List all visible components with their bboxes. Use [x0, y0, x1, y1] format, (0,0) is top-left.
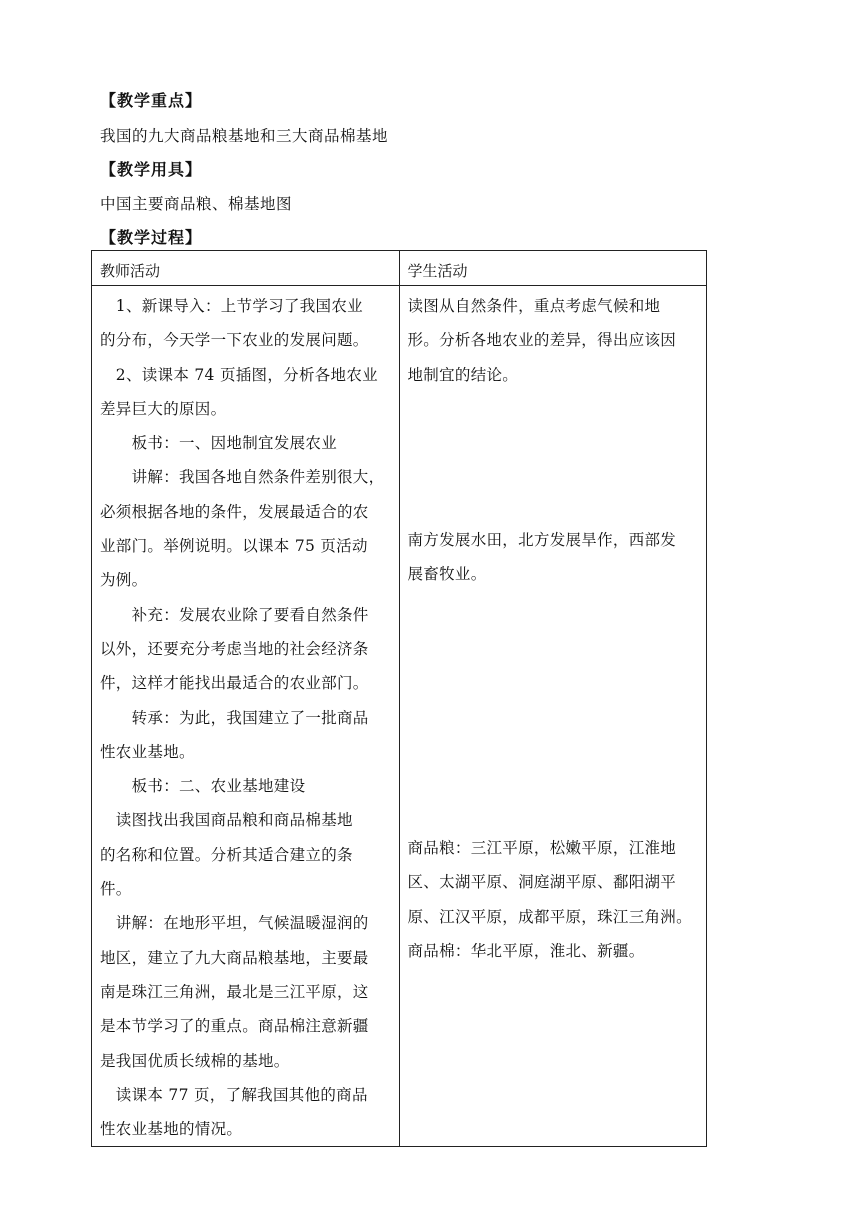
teacher-activity-line: 性农业基地。	[100, 742, 195, 761]
teacher-activity-line: 的分布，今天学一下农业的发展问题。	[100, 331, 369, 350]
student-activity-line: 商品粮：三江平原，松嫩平原，江淮地	[407, 839, 677, 857]
heading-teaching-focus: 【教学重点】	[100, 91, 203, 110]
student-activity-header-label: 学生活动	[407, 262, 468, 280]
student-activity-block	[408, 831, 703, 968]
teacher-activity-line: 讲解：在地形平坦，气候温暖湿润的	[100, 914, 369, 933]
teacher-activity-line: 件。	[100, 880, 132, 899]
teacher-activity-header	[92, 251, 400, 286]
teacher-activity-line: 板书：一、因地制宜发展农业	[100, 434, 338, 453]
teacher-activity-line: 是本节学习了的重点。商品棉注意新疆	[100, 1017, 369, 1036]
student-activity-line: 商品棉：华北平原，淮北、新疆。	[407, 941, 645, 960]
student-activity-cell	[399, 286, 707, 1147]
table-body-row	[92, 286, 707, 1147]
teaching-focus-text: 我国的九大商品粮基地和三大商品棉基地	[100, 127, 389, 145]
student-activity-block	[408, 289, 703, 392]
teacher-activity-line: 1、新课导入：上节学习了我国农业	[100, 297, 363, 315]
teacher-activity-line: 的名称和位置。分析其适合建立的条	[100, 845, 353, 864]
teacher-activity-text	[92, 286, 399, 1146]
table-header-row	[92, 251, 707, 286]
teacher-activity-line: 讲解：我国各地自然条件差别很大，	[100, 468, 385, 487]
teacher-activity-line: 转承：为此，我国建立了一批商品	[100, 708, 369, 727]
teacher-activity-line: 为例。	[100, 571, 148, 590]
student-activity-line: 原、江汉平原，成都平原，珠江三角洲。	[407, 907, 692, 926]
teacher-activity-line: 业部门。举例说明。以课本 75 页活动	[100, 537, 368, 556]
teacher-activity-line: 读图找出我国商品粮和商品棉基地	[100, 811, 353, 830]
teacher-activity-line: 以外，还要充分考虑当地的社会经济条	[100, 639, 369, 658]
lesson-process-table	[91, 250, 707, 1147]
student-activity-line: 形。分析各地农业的差异，得出应该因	[407, 331, 677, 350]
student-activity-text	[400, 286, 707, 1132]
teacher-activity-line: 件，这样才能找出最适合的农业部门。	[100, 674, 369, 693]
teacher-activity-line: 读课本 77 页，了解我国其他的商品	[100, 1085, 368, 1104]
teaching-tools-text: 中国主要商品粮、棉基地图	[100, 195, 293, 213]
heading-teaching-process: 【教学过程】	[100, 228, 203, 247]
heading-teaching-tools: 【教学用具】	[100, 160, 203, 179]
teacher-activity-line: 必须根据各地的条件，发展最适合的农	[100, 502, 369, 521]
teacher-activity-line: 2、读课本 74 页插图，分析各地农业	[100, 365, 378, 384]
student-activity-block	[408, 523, 703, 592]
student-activity-line: 区、太湖平原、洞庭湖平原、鄱阳湖平	[407, 873, 677, 892]
teacher-activity-line: 补充：发展农业除了要看自然条件	[100, 605, 369, 624]
student-activity-line: 南方发展水田，北方发展旱作，西部发	[407, 531, 677, 549]
student-activity-line: 读图从自然条件，重点考虑气候和地	[407, 297, 661, 315]
student-activity-line: 展畜牧业。	[407, 565, 487, 584]
teacher-activity-line: 板书：二、农业基地建设	[100, 777, 306, 796]
teacher-activity-header-label: 教师活动	[100, 262, 161, 280]
teacher-activity-cell	[92, 286, 400, 1147]
teacher-activity-line: 是我国优质长绒棉的基地。	[100, 1051, 290, 1070]
teacher-activity-line: 南是珠江三角洲，最北是三江平原，这	[100, 982, 369, 1001]
student-activity-header	[399, 251, 707, 286]
student-activity-line: 地制宜的结论。	[407, 365, 519, 384]
teacher-activity-line: 性农业基地的情况。	[100, 1120, 243, 1139]
teacher-activity-line: 差异巨大的原因。	[100, 399, 227, 418]
teacher-activity-line: 地区，建立了九大商品粮基地，主要最	[100, 948, 369, 967]
